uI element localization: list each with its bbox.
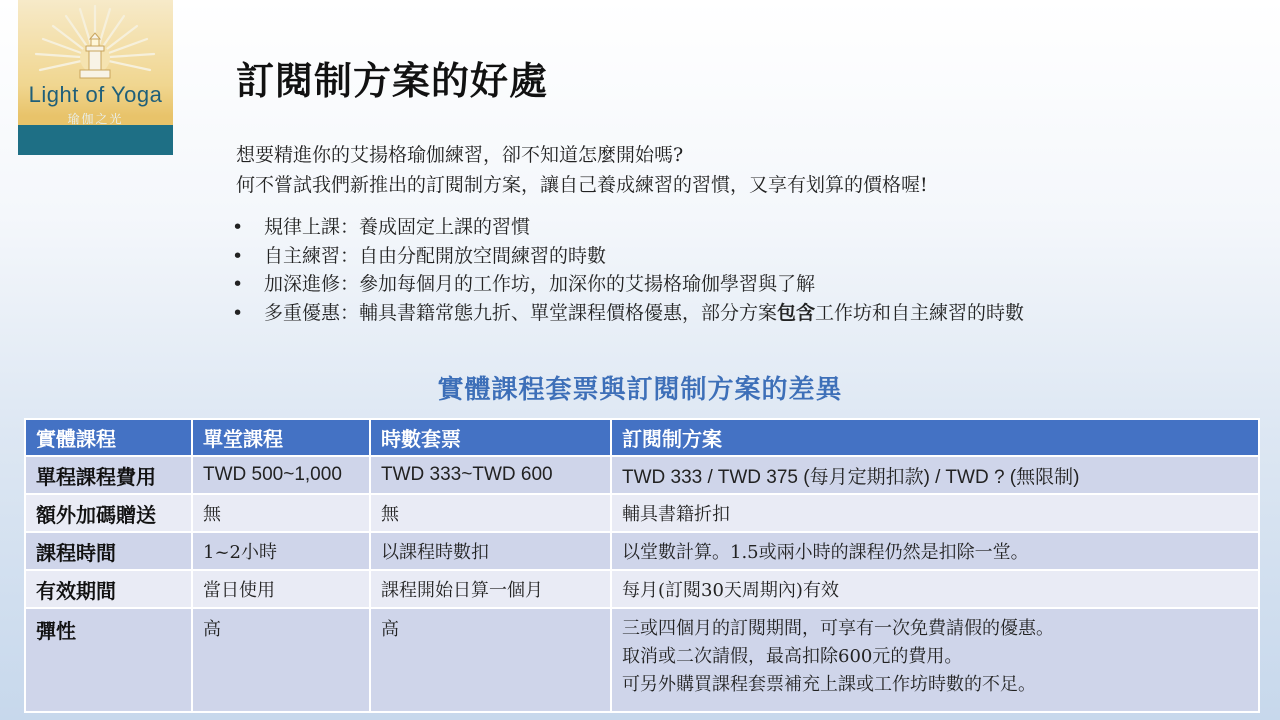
list-item bbox=[232, 270, 1024, 299]
logo-band bbox=[18, 125, 173, 155]
table-cell: TWD 333~TWD 600 bbox=[370, 456, 611, 494]
table-row bbox=[25, 570, 1259, 608]
bullet-icon: • bbox=[232, 216, 244, 238]
intro-line: 何不嘗試我們新推出的訂閱制方案，讓自己養成練習的習慣，又享有划算的價格喔! bbox=[236, 174, 928, 196]
intro-text bbox=[236, 140, 928, 200]
column-header: 實體課程 bbox=[25, 419, 192, 456]
table-cell bbox=[611, 608, 1259, 712]
bullet-icon: • bbox=[232, 244, 244, 267]
benefit-text: 加深進修：參加每個月的工作坊，加深你的艾揚格瑜伽學習與了解 bbox=[264, 273, 816, 295]
logo-subtitle: 瑜伽之光 bbox=[67, 112, 124, 126]
table-cell: 1~2小時 bbox=[192, 532, 370, 570]
bullet-icon: • bbox=[232, 301, 244, 324]
cell-line: 三或四個月的訂閱期間，可享有一次免費請假的優惠。 bbox=[622, 618, 1054, 639]
row-label: 彈性 bbox=[25, 608, 192, 712]
column-header: 時數套票 bbox=[370, 419, 611, 456]
table-cell: 課程開始日算一個月 bbox=[370, 570, 611, 608]
intro-line: 想要精進你的艾揚格瑜伽練習，卻不知道怎麼開始嗎? bbox=[236, 144, 684, 166]
benefit-text: 工作坊和自主練習的時數 bbox=[815, 301, 1025, 324]
benefit-text: 多重優惠：輔具書籍常態九折、單堂課程價格優惠，部分方案 bbox=[264, 301, 778, 324]
bullet-icon: • bbox=[232, 273, 244, 295]
table-cell: 當日使用 bbox=[192, 570, 370, 608]
table-row bbox=[25, 456, 1259, 494]
table-cell: 高 bbox=[370, 608, 611, 712]
logo-name: Light of Yoga bbox=[28, 82, 163, 107]
logo bbox=[18, 0, 173, 155]
table-cell: 無 bbox=[370, 494, 611, 532]
table-cell: 無 bbox=[192, 494, 370, 532]
table-row bbox=[25, 494, 1259, 532]
benefit-emphasis: 包含 bbox=[777, 301, 816, 324]
row-label: 有效期間 bbox=[25, 570, 192, 608]
benefit-text: 自主練習：自由分配開放空間練習的時數 bbox=[264, 244, 607, 267]
table-header-row bbox=[25, 419, 1259, 456]
cell-line: 可另外購買課程套票補充上課或工作坊時數的不足。 bbox=[622, 674, 1036, 695]
row-label: 課程時間 bbox=[25, 532, 192, 570]
table-cell: 每月(訂閱30天周期內)有效 bbox=[611, 570, 1259, 608]
table-row bbox=[25, 608, 1259, 712]
row-label: 單程課程費用 bbox=[25, 456, 192, 494]
list-item bbox=[232, 213, 1024, 242]
list-item bbox=[232, 242, 1024, 271]
comparison-heading: 實體課程套票與訂閱制方案的差異 bbox=[437, 375, 843, 405]
comparison-table bbox=[24, 418, 1260, 713]
table-row bbox=[25, 532, 1259, 570]
list-item bbox=[232, 299, 1024, 328]
benefit-list bbox=[232, 213, 1024, 327]
column-header: 訂閱制方案 bbox=[611, 419, 1259, 456]
row-label: 額外加碼贈送 bbox=[25, 494, 192, 532]
page-title: 訂閱制方案的好處 bbox=[236, 59, 549, 103]
benefit-text: 規律上課：養成固定上課的習慣 bbox=[264, 216, 531, 238]
table-cell: TWD 500~1,000 bbox=[192, 456, 370, 494]
table-cell: 以堂數計算。1.5或兩小時的課程仍然是扣除一堂。 bbox=[611, 532, 1259, 570]
table-cell: 輔具書籍折扣 bbox=[611, 494, 1259, 532]
cell-line: 取消或二次請假，最高扣除600元的費用。 bbox=[622, 646, 963, 667]
column-header: 單堂課程 bbox=[192, 419, 370, 456]
table-cell: 高 bbox=[192, 608, 370, 712]
table-cell: TWD 333 / TWD 375 (每月定期扣款) / TWD ? (無限制) bbox=[611, 456, 1259, 494]
table-cell: 以課程時數扣 bbox=[370, 532, 611, 570]
